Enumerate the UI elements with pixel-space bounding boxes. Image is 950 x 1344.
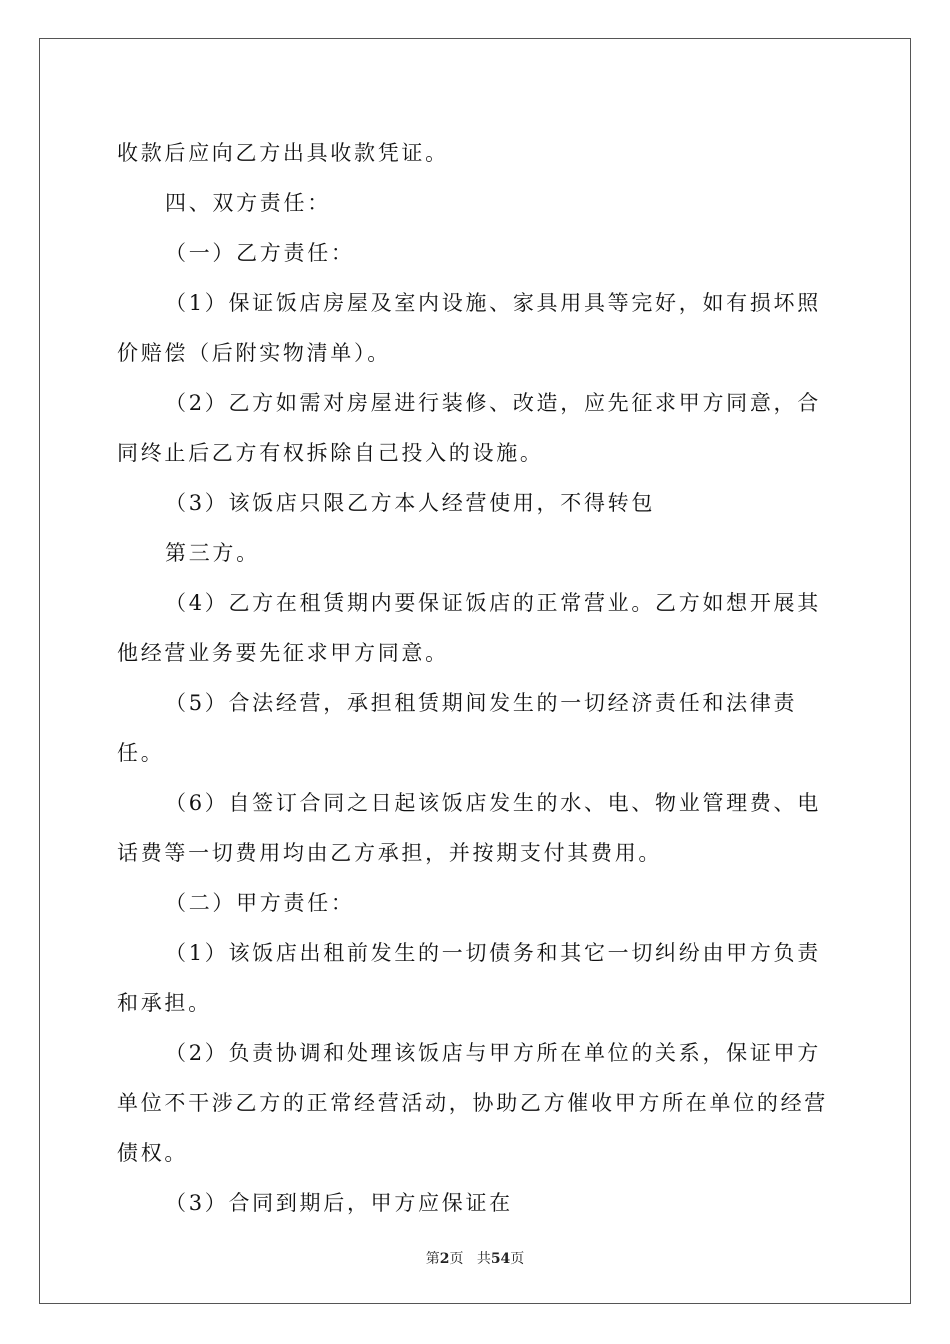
- paragraph: （5）合法经营，承担租赁期间发生的一切经济责任和法律责任。: [117, 691, 798, 765]
- current-page-number: 2: [439, 1251, 450, 1267]
- paragraph: （1）该饭店出租前发生的一切债务和其它一切纠纷由甲方负责和承担。: [117, 941, 821, 1015]
- page-suffix: 页: [449, 1251, 464, 1267]
- subsection-heading: （一）乙方责任：: [165, 241, 355, 265]
- document-body: [117, 128, 835, 1228]
- paragraph: （1）保证饭店房屋及室内设施、家具用具等完好，如有损坏照价赔偿（后附实物清单）。: [117, 291, 821, 365]
- paragraph: （3）合同到期后，甲方应保证在: [165, 1191, 513, 1215]
- paragraph: （3）该饭店只限乙方本人经营使用，不得转包: [165, 491, 656, 515]
- paragraph: （2）负责协调和处理该饭店与甲方所在单位的关系，保证甲方单位不干涉乙方的正常经营活动，协助乙方催收甲方所在单位的经营债权。: [117, 1041, 828, 1165]
- total-prefix: 共: [476, 1251, 491, 1267]
- paragraph: （6）自签订合同之日起该饭店发生的水、电、物业管理费、电话费等一切费用均由乙方承担，并按期支付其费用。: [117, 791, 821, 865]
- paragraph: 收款后应向乙方出具收款凭证。: [117, 141, 449, 165]
- page-prefix: 第: [425, 1251, 440, 1267]
- paragraph: 第三方。: [165, 541, 260, 565]
- page-footer: [0, 1248, 950, 1268]
- subsection-heading: （二）甲方责任：: [165, 891, 355, 915]
- paragraph: （4）乙方在租赁期内要保证饭店的正常营业。乙方如想开展其他经营业务要先征求甲方同意。: [117, 591, 821, 665]
- paragraph: （2）乙方如需对房屋进行装修、改造，应先征求甲方同意，合同终止后乙方有权拆除自己投入的设施。: [117, 391, 821, 465]
- total-suffix: 页: [510, 1251, 525, 1267]
- section-heading: 四、双方责任：: [165, 191, 331, 215]
- total-page-count: 54: [490, 1251, 511, 1267]
